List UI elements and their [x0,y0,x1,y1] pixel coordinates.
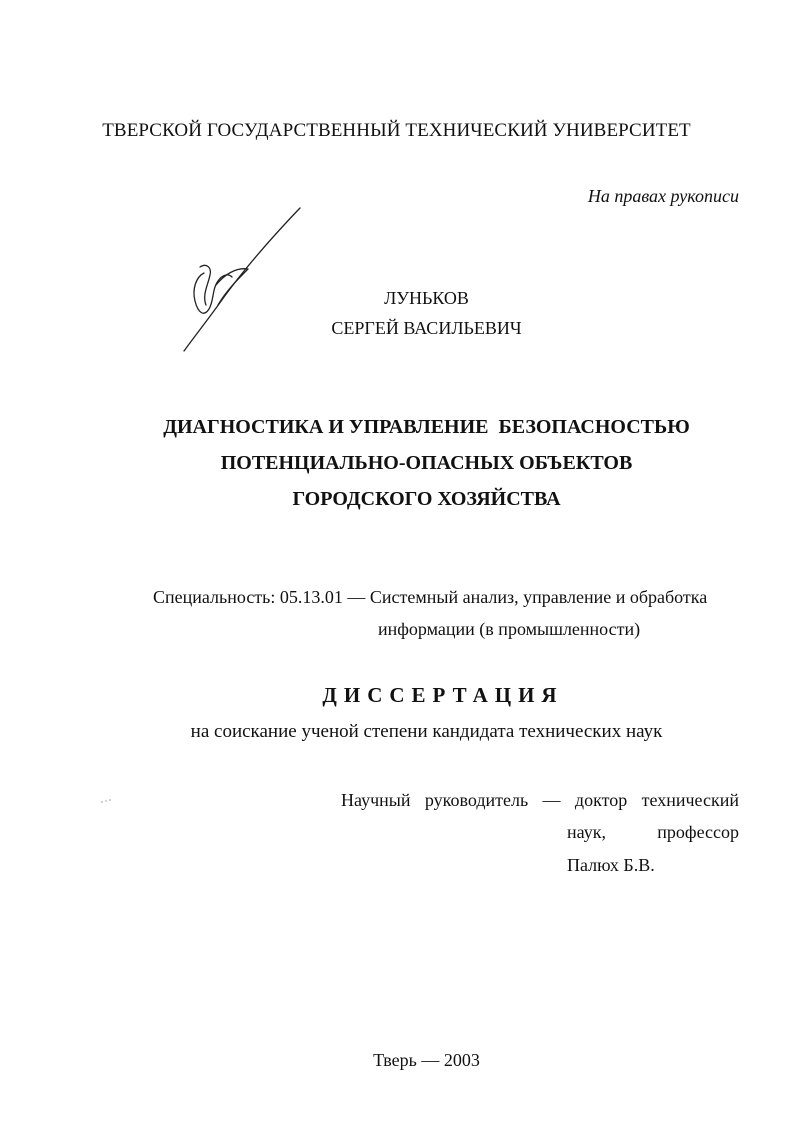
supervisor-word: профессор [657,822,739,842]
dissertation-heading: ДИССЕРТАЦИЯ [322,683,564,707]
supervisor-word: руководитель [424,790,529,810]
title-line-3: ГОРОДСКОГО ХОЗЯЙСТВА [292,488,561,510]
title-line-1: ДИАГНОСТИКА И УПРАВЛЕНИЕ БЕЗОПАСНОСТЬЮ [163,416,690,438]
supervisor-word: наук, [567,822,606,842]
dissertation-title [0,409,793,517]
manuscript-note: На правах рукописи [587,186,739,206]
supervisor-word: Научный [341,790,411,810]
supervisor-name: Палюх Б.В. [567,855,655,875]
supervisor-line-2 [567,822,739,843]
degree-statement: на соискание ученой степени кандидата технических наук [190,721,663,742]
title-line-2: ПОТЕНЦИАЛЬНО-ОПАСНЫХ ОБЪЕКТОВ [220,452,633,474]
supervisor-line-1 [341,790,739,811]
specialty-line-1: Специальность: 05.13.01 — Системный анализ, управление и обработка [153,587,708,607]
supervisor-word: доктор [574,790,628,810]
university-name: ТВЕРСКОЙ ГОСУДАРСТВЕННЫЙ ТЕХНИЧЕСКИЙ УНИВЕРСИТЕТ [102,120,691,141]
supervisor-word: технический [641,790,739,810]
supervisor-word: — [542,790,561,810]
scan-speck-mark [100,797,114,805]
specialty-line-2: информации (в промышленности) [378,619,641,639]
author-surname: ЛУНЬКОВ [384,288,469,308]
place-and-year: Тверь — 2003 [373,1050,480,1070]
author-given-names: СЕРГЕЙ ВАСИЛЬЕВИЧ [331,318,522,338]
author-block [0,283,793,343]
